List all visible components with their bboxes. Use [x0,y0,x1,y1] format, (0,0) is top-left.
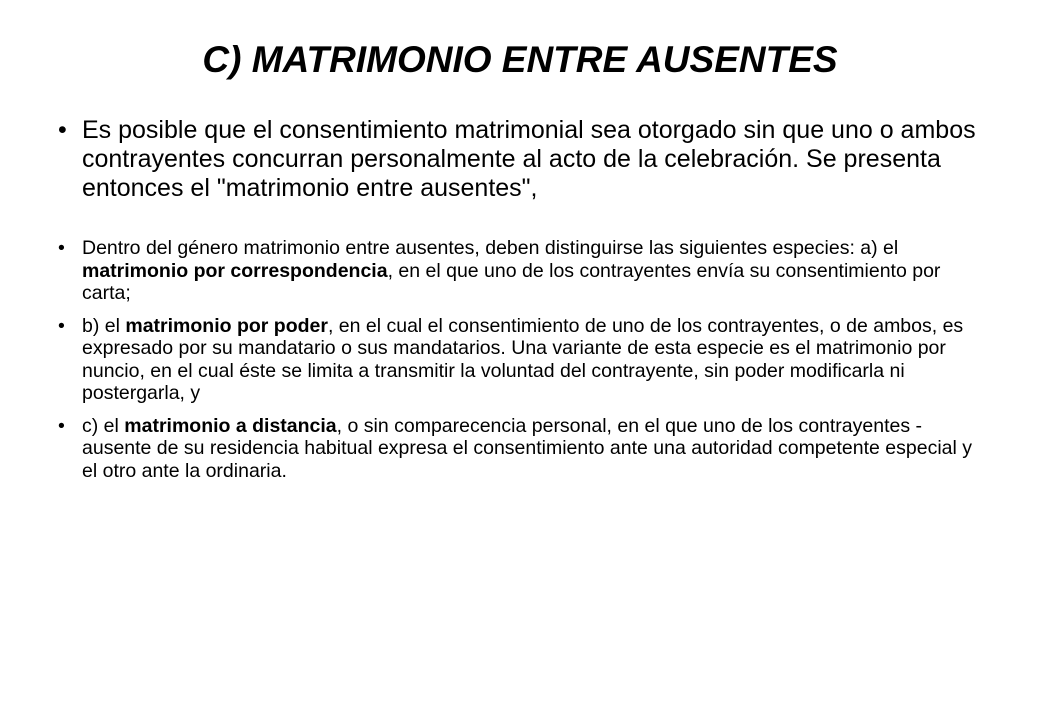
bullet-genero-text [82,237,940,304]
bullet-distancia-after: , o sin comparecencia personal, en el que uno de los contrayentes -ausente de su residencia habitual expresa el consentimiento ante una autoridad competente especial y el otro ante la ordinaria. [82,414,973,482]
bullet-dot-icon: • [58,116,67,144]
bullet-distancia-text [82,415,972,482]
bullet-poder-before: b) el [82,314,126,337]
bullet-genero-after: , en el que uno de los contrayentes envía su consentimiento por carta; [82,259,941,304]
bullet-dot-icon: • [58,414,65,437]
bullet-intro [58,116,988,203]
bullet-poder-after: , en el cual el consentimiento de uno de los contrayentes, o de ambos, es expresado por su mandatario o sus mandatarios. Una variante de esta especie es el matrimonio por nuncio, en el cual éste se limita a transmitir la voluntad del contrayente, sin poder modificarla ni postergarla, y [82,314,964,404]
bullet-list [58,116,988,492]
term-correspondencia: matrimonio por correspondencia [82,259,388,282]
bullet-genero-before: Dentro del género matrimonio entre ausentes, deben distinguirse las siguientes especies: a) el [82,237,899,259]
bullet-poder [58,315,988,405]
bullet-distancia [58,415,988,483]
bullet-intro-text: Es posible que el consentimiento matrimonial sea otorgado sin que uno o ambos contrayentes concurran personalmente al acto de la celebración. Se presenta entonces el "matrimonio entre ausentes", [82,116,976,202]
bullet-genero [58,237,988,305]
bullet-distancia-before: c) el [82,414,125,437]
bullet-poder-text [82,315,963,405]
term-distancia: matrimonio a distancia [124,414,337,437]
bullet-dot-icon: • [58,237,65,259]
slide-title: C) MATRIMONIO ENTRE AUSENTES [202,39,838,80]
bullet-dot-icon: • [58,314,65,337]
term-poder: matrimonio por poder [125,314,328,337]
